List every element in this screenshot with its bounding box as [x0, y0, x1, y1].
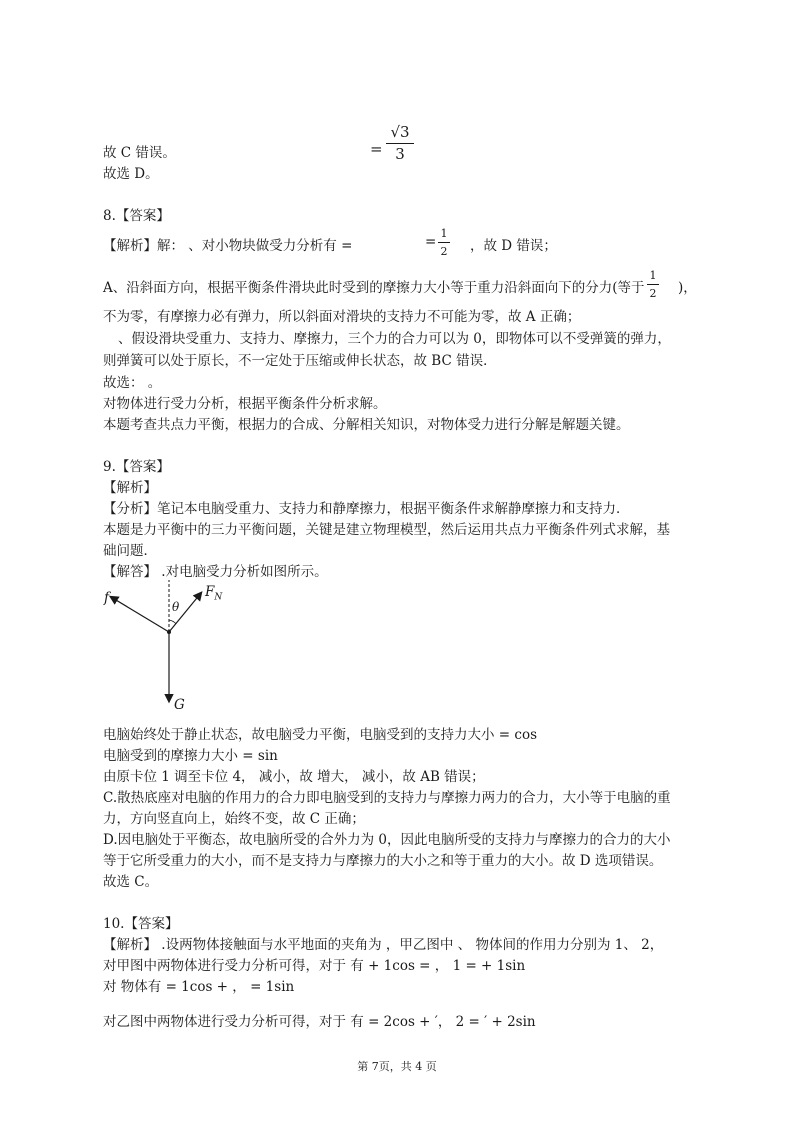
- fraction-bar: [647, 284, 659, 285]
- text-line: 本题是力平衡中的三力平衡问题，关键是建立物理模型，然后运用共点力平衡条件列式求解，基: [103, 522, 670, 538]
- fraction-denominator: 2: [649, 287, 657, 300]
- label-fn-main: F: [205, 584, 215, 600]
- q8-option-a-line: A、沿斜面方向，根据平衡条件滑块此时受到的摩擦力大小等于重力沿斜面向下的分力(等于: [103, 280, 645, 296]
- fraction-denominator: 3: [395, 145, 405, 163]
- text-line: 等于它所受重力的大小，而不是支持力与摩擦力的大小之和等于重力的大小。故 D 选项错误。: [103, 853, 663, 869]
- center-point: [167, 630, 171, 634]
- q9-analysis-heading: 【解析】: [103, 480, 157, 496]
- page-footer: 第 7页，共 4 页: [357, 1060, 437, 1073]
- fraction-denominator: 2: [440, 245, 448, 258]
- sqrt3-over-3-fraction: [386, 124, 414, 163]
- q8-a-half-fraction: [647, 268, 659, 301]
- text-line: 则弹簧可以处于原长，不一定处于压缩或伸长状态，故 BC 错误．: [103, 353, 497, 369]
- text-line: 电脑始终处于静止状态，故电脑受力平衡，电脑受到的支持力大小 = cos: [103, 727, 538, 743]
- text-line: 础问题．: [103, 543, 157, 559]
- label-f: f: [104, 590, 109, 606]
- text-line: 力，方向竖直向上，始终不变，故 C 正确；: [103, 811, 365, 827]
- friction-force-arrow: [111, 597, 169, 632]
- q8-d-wrong: ，故 D 错误；: [470, 238, 557, 254]
- text-line: 对甲图中两物体进行受力分析可得，对于 有 + 1cos = ， 1 = + 1sin: [103, 958, 526, 974]
- equals-sign: =: [370, 140, 383, 158]
- fraction-numerator: √3: [390, 123, 410, 141]
- q8-equals: =: [425, 234, 437, 250]
- text-line: 本题考查共点力平衡，根据力的合成、分解相关知识，对物体受力进行分解是解题关键。: [103, 417, 630, 433]
- text-line: 对乙图中两物体进行受力分析可得，对于 有 = 2cos + ′， 2 = ′ + 2sin: [103, 1014, 536, 1030]
- label-g: G: [174, 697, 185, 713]
- text-line: 对物体进行受力分析，根据平衡条件分析求解。: [103, 396, 387, 412]
- fraction-numerator: 1: [440, 227, 448, 240]
- text-line: 故 C 错误。: [103, 145, 176, 161]
- text-line: 故选： 。: [103, 375, 162, 391]
- label-theta: θ: [172, 600, 180, 614]
- text-line: 由原卡位 1 调至卡位 4， 减小，故 增大， 减小，故 AB 错误；: [103, 769, 485, 785]
- fraction-bar: [438, 242, 450, 243]
- fraction-bar: [386, 143, 414, 144]
- text-line: 故选 D。: [103, 166, 159, 182]
- fraction-numerator: 1: [649, 269, 657, 282]
- q8-answer-heading: 8.【答案】: [103, 208, 170, 224]
- q8-analysis-line: 【解析】解： 、对小物块做受力分析有 =: [103, 238, 353, 254]
- text-line: 【分析】笔记本电脑受重力、支持力和静摩擦力，根据平衡条件求解静摩擦力和支持力．: [103, 501, 630, 517]
- text-line: 【解答】 .对电脑受力分析如图所示。: [103, 564, 328, 580]
- q10-answer-heading: 10.【答案】: [103, 916, 179, 932]
- q8-half-fraction: [438, 226, 450, 259]
- q9-answer-heading: 9.【答案】: [103, 459, 170, 475]
- label-fn-sub: N: [214, 592, 223, 603]
- text-line: 故选 C。: [103, 874, 159, 890]
- theta-arc: [169, 620, 176, 624]
- q8-a-close: )，: [678, 280, 697, 296]
- text-line: C.散热底座对电脑的作用力的合力即电脑受到的支持力与摩擦力两力的合力，大小等于电脑的重: [103, 790, 671, 806]
- label-fn: [205, 584, 222, 603]
- text-line: 对 物体有 = 1cos + ， = 1sin: [103, 979, 295, 995]
- text-line: 电脑受到的摩擦力大小 = sin: [103, 748, 278, 764]
- text-line: D.因电脑处于平衡态，故电脑所受的合外力为 0，因此电脑所受的支持力与摩擦力的合力的大小: [103, 832, 671, 848]
- text-line: 、假设滑块受重力、支持力、摩擦力，三个力的合力可以为 0，即物体可以不受弹簧的弹力，: [118, 331, 671, 347]
- text-line: 【解析】 .设两物体接触面与水平地面的夹角为 ，甲乙图中 、 物体间的作用力分别为 1、 2，: [103, 937, 664, 953]
- text-line: 不为零，有摩擦力必有弹力，所以斜面对滑块的支持力不可能为零，故 A 正确；: [103, 309, 581, 325]
